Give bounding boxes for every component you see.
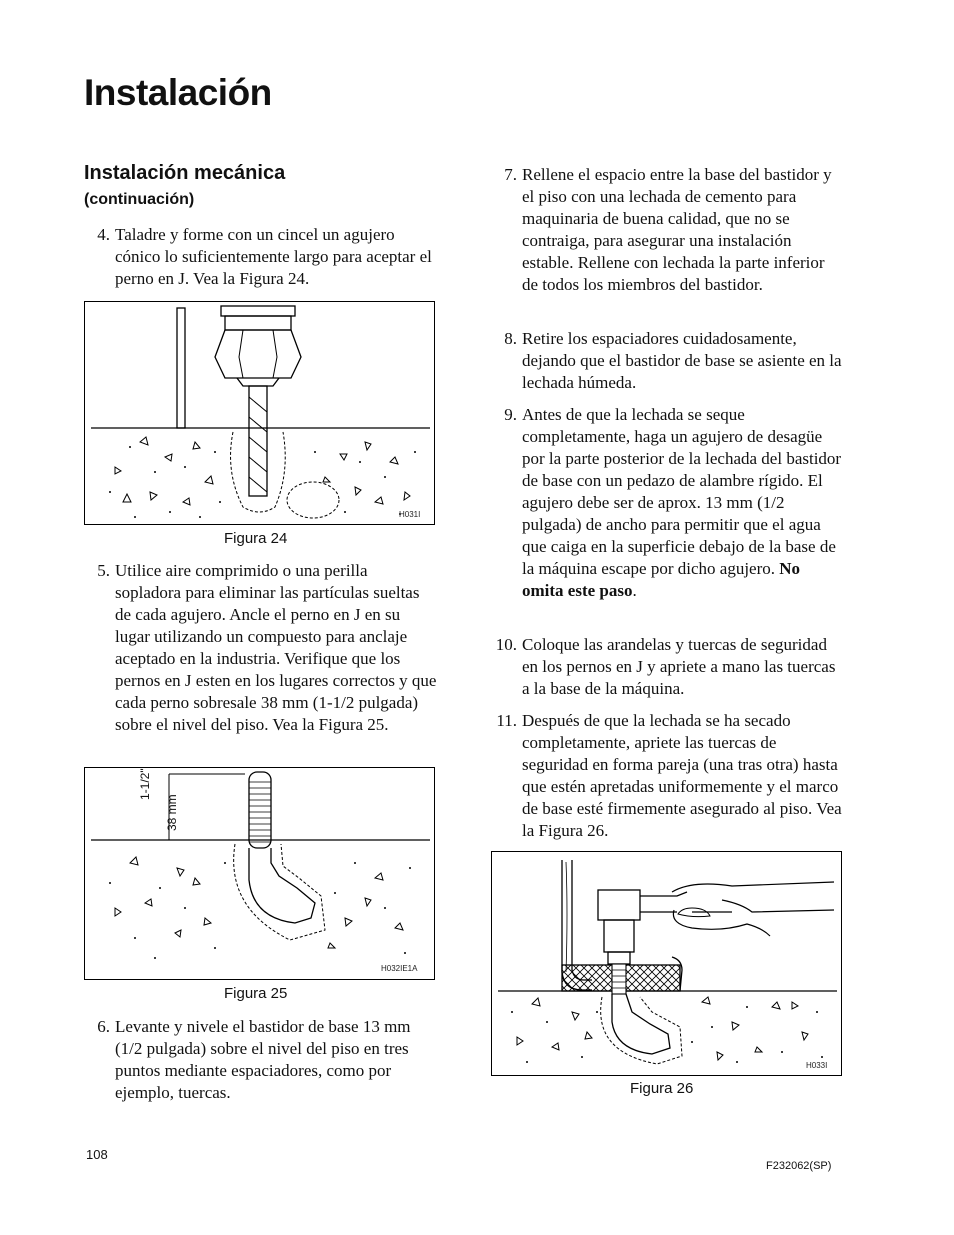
step-text: Antes de que la lechada se seque completamente, haga un agujero de desagüe por la parte posterior de la lechada del bastidor de base con un pedazo de alambre rígido. El agujero debe ser de aprox. 13 mm (1/2 pulgada) de ancho para permitir que el agua que caiga en la superficie debajo de la base de la máquina escape por dicho agujero. No omita este paso.: [522, 405, 842, 600]
step-number: 10.: [495, 635, 517, 654]
section-subtitle: (continuación): [84, 191, 195, 208]
step-text: Taladre y forme con un cincel un agujero cónico lo suficientemente largo para aceptar el perno en J. Vea la Figura 24.: [115, 225, 432, 288]
step-text: Retire los espaciadores cuidadosamente, dejando que el bastidor de base se asiente en la lechada húmeda.: [522, 329, 842, 392]
step-number: 6.: [97, 1017, 110, 1036]
step-7: [491, 164, 843, 324]
figure-24-caption: Figura 24: [224, 530, 288, 547]
page-number: 108: [86, 1147, 108, 1162]
step-text: Rellene el espacio entre la base del bastidor y el piso con una lechada de cemento para maquinaria de buena calidad, que no se contraiga, para asegurar una instalación estable. Rellene con lechada la parte inferior de todos los miembros del bastidor.: [522, 165, 832, 294]
emphasis-text: No omita este paso: [522, 559, 801, 600]
figure-24: [84, 301, 435, 525]
figure-code: H032IE1A: [381, 964, 418, 973]
wrench-illustration: [492, 852, 843, 1077]
section-title: Instalación mecánica: [84, 162, 286, 184]
document-code: F232062(SP): [766, 1160, 832, 1172]
figure-26-caption: Figura 26: [630, 1080, 694, 1097]
step-number: 5.: [97, 561, 110, 580]
figure-25: [84, 767, 435, 980]
step-text: Utilice aire comprimido o una perilla sopladora para eliminar las partículas sueltas de cada agujero. Ancle el perno en J en su lugar utilizando un compuesto para anclaje aceptado en la industria. Verifique que los pernos en J esten en los lugares correctos y que cada perno sobresale 38 mm (1-1/2 pulgada) sobre el nivel del piso. Vea la Figura 25.: [115, 561, 437, 734]
step-4: [84, 224, 444, 294]
step-5: [84, 560, 444, 760]
step-11: [491, 710, 843, 845]
step-number: 11.: [496, 711, 517, 730]
step-text: Levante y nivele el bastidor de base 13 mm (1/2 pulgada) sobre el nivel del piso en tres puntos mediante espaciadores, como por ejemplo, tuercas.: [115, 1017, 411, 1102]
step-6: [84, 1016, 444, 1106]
step-number: 7.: [504, 165, 517, 184]
step-number: 4.: [97, 225, 110, 244]
figure-26: [491, 851, 842, 1076]
drill-illustration: [85, 302, 436, 526]
figure-25-caption: Figura 25: [224, 985, 288, 1002]
step-10: [491, 634, 843, 704]
step-9: [491, 404, 843, 626]
step-text: Coloque las arandelas y tuercas de seguridad en los pernos en J y apriete a mano las tuercas a la base de la máquina.: [522, 635, 836, 698]
step-8: [491, 328, 843, 398]
dimension-mm: 38 mm: [165, 794, 179, 831]
figure-code: H033I: [806, 1061, 828, 1070]
step-number: 8.: [504, 329, 517, 348]
dimension-inches: 1-1/2": [138, 768, 152, 800]
figure-code: H031I: [399, 510, 421, 519]
page-title: Instalación: [84, 72, 272, 113]
step-text: Después de que la lechada se ha secado completamente, apriete las tuercas de seguridad en forma pareja (una tras otra) hasta que estén apretadas uniformemente y el marco de base esté firmemente asegurado al piso. Vea la Figura 26.: [522, 711, 842, 840]
step-number: 9.: [504, 405, 517, 424]
